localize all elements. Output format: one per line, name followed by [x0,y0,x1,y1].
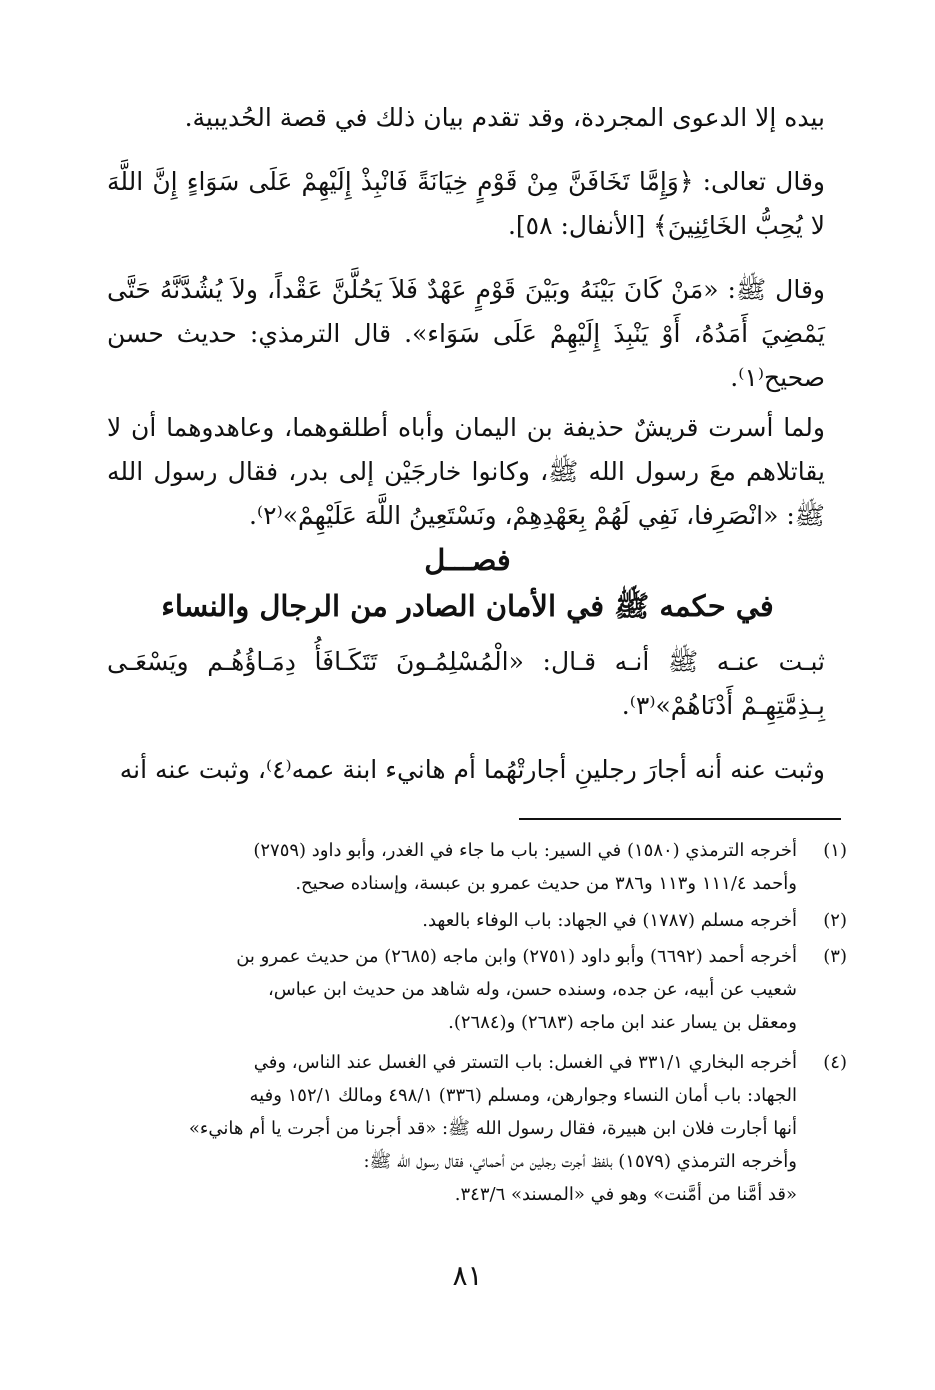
footnote-number: (١) [823,840,847,861]
footnote-text [87,904,797,937]
body-paragraph-3: وقال ﷺ: «مَنْ كَانَ بَيْنَهُ وبَيْنَ قَوْمٍ عَهْدٌ فَلاَ يَحُلَّنَّ عَقْداً، ولاَ يُشُدَّنَّهُ حَتَّى يَمْضِيَ أَمَدُهُ، أَوْ يَنْبِذَ إِلَيْهِمْ عَلَى سَوَاء». قال الترمذي: حديث حسن صحيح⁽١⁾. [107,275,825,392]
footnote-text [87,1046,797,1211]
footnote-line: وأخرجه الترمذي (١٥٧٩) بلفظ أجرت رجلين من أحمائي، فقال رسول الله ﷺ: [363,1151,797,1172]
footnote-line: شعيب عن أبيه، عن جده، وسنده حسن، وله شاهد من حديث ابن عباس، [267,979,797,1000]
footnote-3 [87,940,847,1039]
section-title: فصـــل [424,543,511,577]
footnote-separator [519,818,841,820]
footnote-4 [87,1046,847,1211]
footnote-1 [87,834,847,900]
footnote-line: وأحمد ١١١/٤ و١١٣ و٣٨٦ من حديث عمرو بن عبسة، وإسناده صحيح. [295,873,797,894]
page-number: ٨١ [452,1259,483,1292]
footnote-line: الجهاد: باب أمان النساء وجوارهن، ومسلم (٣٣٦) ٤٩٨/١ ومالك ١٥٢/١ وفيه [249,1085,797,1106]
footnote-line: أنها أجارت فلان ابن هبيرة، فقال رسول الله ﷺ: «قد أجرنا من أجرت يا أم هانيء» [188,1118,797,1139]
footnote-number: (٢) [823,910,847,931]
body-paragraph-2: وقال تعالى: ﴿وَإِمَّا تَخَافَنَّ مِنْ قَوْمٍ خِيَانَةً فَانْبِذْ إِلَيْهِمْ عَلَى سَوَاءٍ إِنَّ اللَّهَ لا يُحِبُّ الخَائِنِينَ﴾ [الأنفال: ٥٨]. [107,167,825,240]
footnote-line: أخرجه البخاري ٣٣١/١ في الغسل: باب التستر في الغسل عند الناس، وفي [253,1052,797,1073]
footnote-line: أخرجه مسلم (١٧٨٧) في الجهاد: باب الوفاء بالعهد. [422,910,797,931]
body-paragraph-1: بيده إلا الدعوى المجردة، وقد تقدم بيان ذلك في قصة الحُديبية. [184,103,825,132]
footnote-2 [87,904,847,937]
section-subtitle: في حكمه ﷺ في الأمان الصادر من الرجال والنساء [161,589,774,623]
footnote-number: (٣) [823,946,847,967]
section-paragraph-1: ثبـت عنـه ﷺ أنـه قـال: «الْمُسْلِمُـونَ تَتَكَـافَأُ دِمَـاؤُهُـم ويَسْعَـى بِـذِمَّتِهِـمْ أَدْنَاهُمْ»⁽٣⁾. [107,647,825,720]
body-paragraph-4: ولما أسرت قريشٌ حذيفة بن اليمان وأباه أطلقوهما، وعاهدوهما أن لا يقاتلاهم معَ رسول الله ﷺ، وكانوا خارجَيْن إلى بدر، فقال رسول الله ﷺ: «انْصَرِفا، نَفِي لَهُمْ بِعَهْدِهِمْ، ونَسْتَعِينُ اللَّهَ عَلَيْهِمْ»⁽٢⁾. [107,413,825,530]
footnote-line: أخرجه الترمذي (١٥٨٠) في السير: باب ما جاء في الغدر، وأبو داود (٢٧٥٩) [253,840,797,861]
section-paragraph-2: وثبت عنه أنه أجارَ رجلينِ أجارتْهُما أم هانيء ابنة عمه⁽٤⁾، وثبت عنه أنه [119,755,825,784]
footnote-text [87,834,797,900]
footnote-line: أخرجه أحمد (٦٦٩٢) وأبو داود (٢٧٥١) وابن ماجه (٢٦٨٥) من حديث عمرو بن [236,946,797,967]
footnote-text [87,940,797,1039]
footnote-number: (٤) [823,1052,847,1073]
footnote-line: «قد أمَّنا من أمَّنت» وهو في «المسند» ٣٤٣/٦. [454,1184,797,1205]
footnote-line: ومعقل بن يسار عند ابن ماجه (٢٦٨٣) و(٢٦٨٤). [448,1012,797,1033]
